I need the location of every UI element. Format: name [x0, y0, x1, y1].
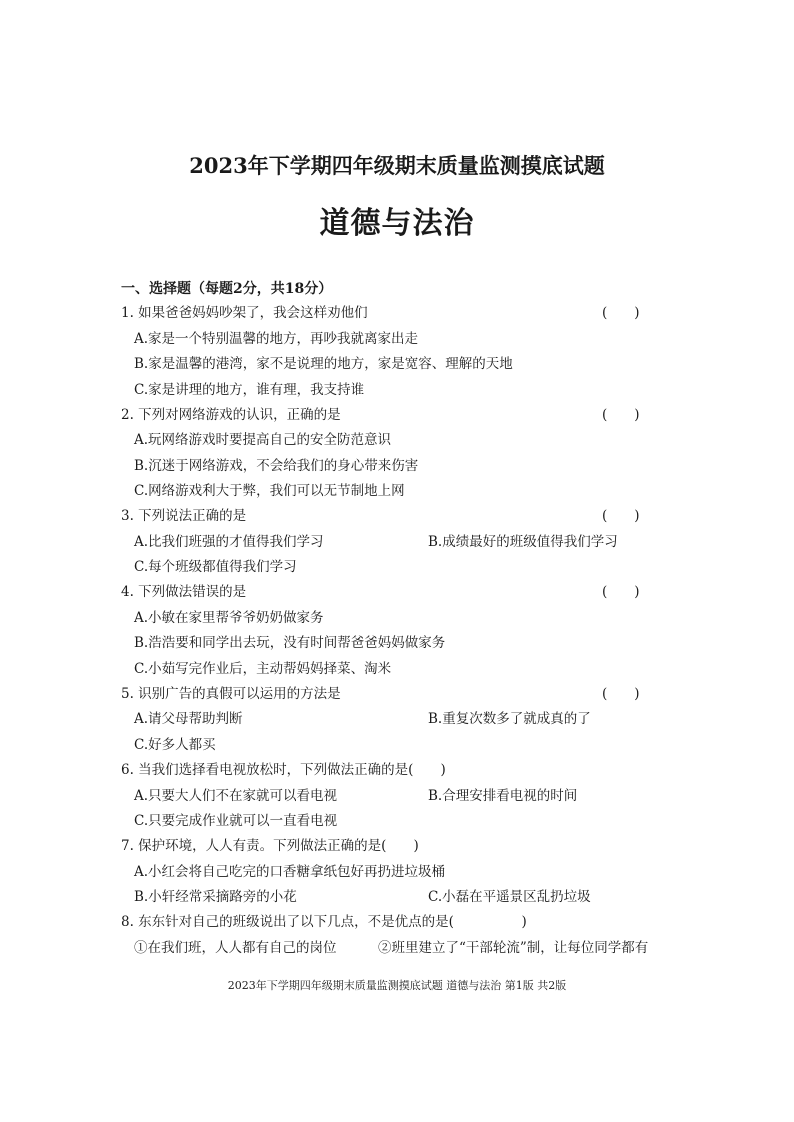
option-a: A.只要大人们不在家就可以看电视 [134, 788, 338, 804]
option-a: A.请父母帮助判断 [134, 711, 243, 727]
question-stem: 2. 下列对网络游戏的认识，正确的是 [121, 407, 341, 423]
subject-title: 道德与法治 [319, 206, 475, 241]
answer-blank: ( ) [602, 508, 640, 524]
option-c: C.好多人都买 [134, 737, 216, 753]
option-c: C.网络游戏利大于弊，我们可以无节制地上网 [134, 483, 405, 499]
section-heading: 一、选择题（每题2分，共18分） [121, 281, 333, 297]
answer-blank: ( ) [381, 838, 419, 854]
option-b: B.小轩经常采摘路旁的小花 [134, 889, 297, 905]
option-b: B.沉迷于网络游戏，不会给我们的身心带来伤害 [134, 458, 419, 474]
option-c: C.家是讲理的地方，谁有理，我支持谁 [134, 382, 365, 398]
option-c: C.只要完成作业就可以一直看电视 [134, 813, 338, 829]
page-footer: 2023年下学期四年级期末质量监测摸底试题 道德与法治 第1版 共2版 [227, 979, 567, 992]
option-b: B.成绩最好的班级值得我们学习 [428, 534, 618, 550]
question-stem-text: 8. 东东针对自己的班级说出了以下几点，不是优点的是 [121, 914, 449, 930]
option-a: A.家是一个特别温馨的地方，再吵我就离家出走 [134, 331, 419, 347]
option-c: C.小磊在平遥景区乱扔垃圾 [428, 889, 591, 905]
statement-1: ①在我们班，人人都有自己的岗位 [134, 940, 337, 956]
option-b: B.重复次数多了就成真的了 [428, 711, 591, 727]
question-stem [121, 914, 527, 931]
option-c: C.小茹写完作业后，主动帮妈妈择菜、淘米 [134, 661, 392, 677]
answer-blank: ( ) [602, 584, 640, 600]
question-stem-text: 7. 保护环境，人人有责。下列做法正确的是 [121, 838, 382, 854]
option-b: B.合理安排看电视的时间 [428, 788, 578, 804]
question-stem: 4. 下列做法错误的是 [121, 584, 247, 600]
question-stem [121, 762, 446, 779]
answer-blank: ( ) [602, 305, 640, 321]
option-a: A.小红会将自己吃完的口香糖拿纸包好再扔进垃圾桶 [134, 864, 446, 880]
option-a: A.小敏在家里帮爷爷奶奶做家务 [134, 610, 324, 626]
question-stem: 5. 识别广告的真假可以运用的方法是 [121, 686, 341, 702]
option-c: C.每个班级都值得我们学习 [134, 559, 297, 575]
question-stem: 3. 下列说法正确的是 [121, 508, 247, 524]
question-stem: 1. 如果爸爸妈妈吵架了，我会这样劝他们 [121, 305, 368, 321]
statement-2: ②班里建立了“干部轮流”制，让每位同学都有 [378, 940, 649, 956]
option-a: A.比我们班强的才值得我们学习 [134, 534, 324, 550]
answer-blank: ( ) [448, 914, 527, 930]
question-stem [121, 838, 419, 855]
answer-blank: ( ) [408, 762, 446, 778]
option-b: B.家是温馨的港湾，家不是说理的地方，家是宽容、理解的天地 [134, 356, 513, 372]
question-stem-text: 6. 当我们选择看电视放松时，下列做法正确的是 [121, 762, 409, 778]
option-a: A.玩网络游戏时要提高自己的安全防范意识 [134, 432, 392, 448]
answer-blank: ( ) [602, 686, 640, 702]
exam-title: 2023年下学期四年级期末质量监测摸底试题 [189, 153, 605, 178]
option-b: B.浩浩要和同学出去玩，没有时间帮爸爸妈妈做家务 [134, 635, 446, 651]
answer-blank: ( ) [602, 407, 640, 423]
